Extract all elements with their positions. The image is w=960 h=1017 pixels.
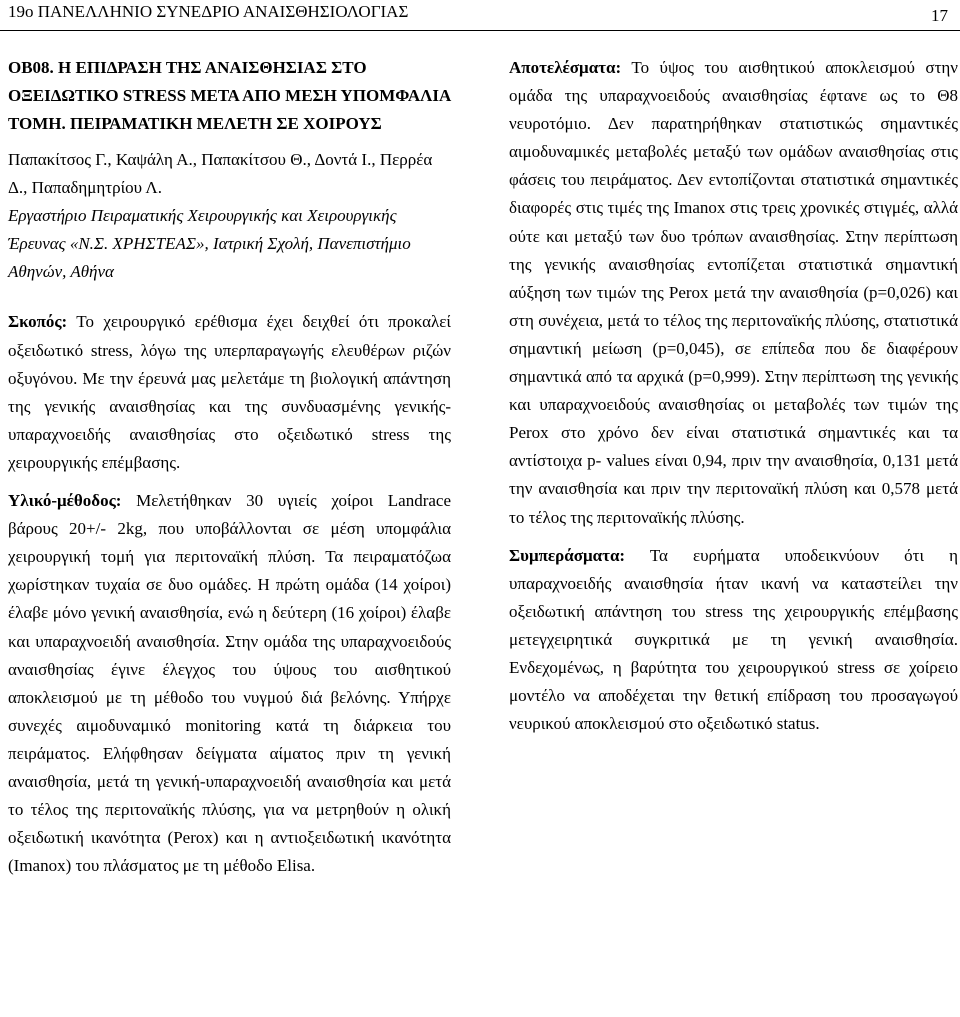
results-text: Το ύψος του αισθητικού αποκλεισμού στην ομάδα της υπαραχνοειδούς αναισθησίας έφτανε ως το Θ8 νευροτόμιο. Δεν παρατηρήθηκαν στατιστικώς σημαντικές αιμοδυναμικές μεταβολές μεταξύ των ομάδων αναισθησίας στις φάσεις του πειράματος. Δεν εντοπίζονται στατιστικά σημαντικές διαφορές στις τιμές της Imanox στις τρεις χρονικές στιγμές, αλλά ούτε και μεταξύ των δυο τρόπων αναισθησίας. Στην περίπτωση της γενικής αναισθησίας εντοπίζεται στατιστικά σημαντική αύξηση των τιμών της Perox μετά την αναισθησία (p=0,026) και στη συνέχεια, μετά το τέλος της περιτοναϊκής πλύσης, στατιστικά σημαντική μείωση (p=0,045), σε επίπεδα που δε διαφέρουν σημαντικά από τα αρχικά (p=0,999). Στην περίπτωση της γενικής και υπαραχνοειδούς αναισθησίας οι μεταβολές των τιμών της Perox στο χρόνο δεν είναι στατιστικά σημαντικές και τα αντίστοιχα p- values είναι 0,94, πριν την αναισθησία, 0,131 μετά την αναισθησία και πριν την περιτοναϊκή πλύση και 0,578 μετά το τέλος της περιτοναϊκής πλύσης.	[509, 58, 958, 527]
conclusions-label: Συμπεράσματα:	[509, 545, 626, 565]
methods-section	[8, 487, 451, 880]
page-number: 17	[931, 6, 948, 25]
left-column	[8, 54, 451, 880]
results-label: Αποτελέσματα:	[509, 58, 622, 77]
conclusions-text: Τα ευρήματα υποδεικνύουν ότι η υπαραχνοειδής αναισθησία ήταν ικανή να καταστείλει την οξειδωτική απάντηση του stress της χειρουργικής επέμβασης μετεγχειρητικά συγκριτικά με τη γενική αναισθησία. Ενδεχομένως, η βαρύτητα του χειρουργικού stress σε χοίρειο μοντέλο να αποδέχεται την θετική επίδραση του προσαγωγού νευρικού αποκλεισμού στο οξειδωτικό status.	[509, 545, 958, 734]
methods-label: Υλικό-μέθοδος:	[8, 491, 122, 511]
aim-section	[8, 308, 451, 477]
results-section	[509, 54, 958, 532]
header-rule	[0, 30, 960, 31]
aim-text: Το χειρουργικό ερέθισμα έχει δειχθεί ότι προκαλεί οξειδωτικό stress, λόγω της υπερπαραγωγής ελευθέρων ριζών οξυγόνου. Με την έρευνά μας μελετάμε τη βιολογική απάντηση της γενικής αναισθησίας και της συνδυασμένης γενικής-υπαραχνοειδής αναισθησίας στο οξειδωτικό stress της χειρουργικής επέμβασης.	[8, 312, 451, 472]
article-title: ΟΒ08. Η ΕΠΙΔΡΑΣΗ ΤΗΣ ΑΝΑΙΣΘΗΣΙΑΣ ΣΤΟ ΟΞΕΙΔΩΤΙΚΟ STRESS ΜΕΤΑ ΑΠΟ ΜΕΣΗ ΥΠΟΜΦΑΛΙΑ ΤΟΜΗ. ΠΕΙΡΑΜΑΤΙΚΗ ΜΕΛΕΤΗ ΣΕ ΧΟΙΡΟΥΣ	[8, 58, 451, 133]
page-header	[0, 0, 960, 32]
conclusions-section	[509, 542, 958, 739]
affiliation: Εργαστήριο Πειραματικής Χειρουργικής και Χειρουργικής Έρευνας «Ν.Σ. ΧΡΗΣΤΕΑΣ», Ιατρική Σχολή, Πανεπιστήμιο Αθηνών, Αθήνα	[8, 206, 411, 282]
aim-label: Σκοπός:	[8, 312, 68, 332]
right-column	[509, 54, 958, 738]
running-head: 19ο ΠΑΝΕΛΛΗΝΙΟ ΣΥΝΕΔΡΙΟ ΑΝΑΙΣΘΗΣΙΟΛΟΓΙΑΣ	[8, 2, 409, 21]
methods-text: Μελετήθηκαν 30 υγιείς χοίροι Landrace βάρους 20+/- 2kg, που υποβάλλονται σε μέση υπομφάλια χειρουργική τομή για περιτοναϊκή πλύση. Τα πειραματόζωα χωρίστηκαν τυχαία σε δυο ομάδες. Η πρώτη ομάδα (14 χοίροι) έλαβε μόνο γενική αναισθησία, ενώ η δεύτερη (16 χοίροι) έλαβε και υπαραχνοειδή αναισθησία. Στην ομάδα της υπαραχνοειδούς αναισθησίας έγινε έλεγχος του ύψους του αισθητικού αποκλεισμού με τη μέθοδο του νυγμού διά βελόνης. Υπήρχε συνεχές αιμοδυναμικό monitoring κατά τη διάρκεια του πειράματος. Ελήφθησαν δείγματα αίματος πριν τη γενική αναισθησία, μετά τη γενική-υπαραχνοειδή αναισθησία και μετά το τέλος της περιτοναϊκής πλύσης, για να μετρηθούν η ολική οξειδωτική ικανότητα (Perox) και η αντιοξειδωτική ικανότητα (Imanox) του πλάσματος με τη μέθοδο Elisa.	[8, 491, 451, 876]
author-list: Παπακίτσος Γ., Καψάλη Α., Παπακίτσου Θ., Δοντά Ι., Περρέα Δ., Παπαδημητρίου Λ.	[8, 150, 433, 198]
